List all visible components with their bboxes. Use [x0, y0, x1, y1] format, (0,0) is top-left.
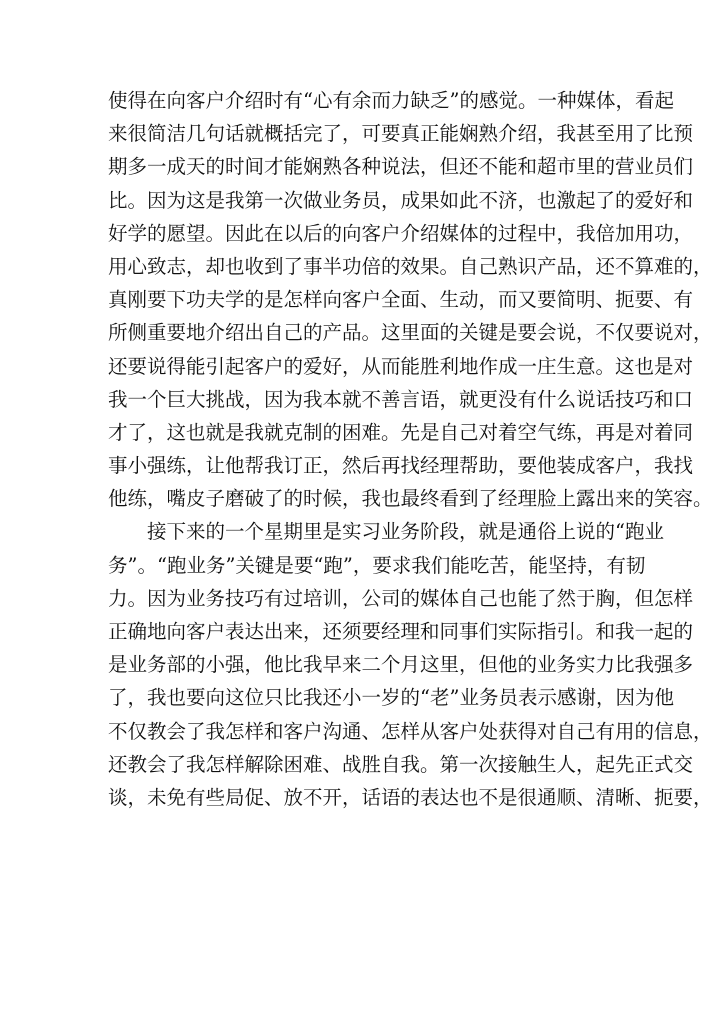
document-body — [108, 84, 713, 814]
text-line: 还教会了我怎样解除困难、战胜自我。第一次接触生人，起先正式交 — [108, 752, 694, 776]
text-line: 力。因为业务技巧有过培训，公司的媒体自己也能了然于胸，但怎样 — [108, 586, 694, 610]
text-line: 比。因为这是我第一次做业务员，成果如此不济，也激起了的爱好和 — [108, 188, 694, 212]
text-line: 谈，未免有些局促、放不开，话语的表达也不是很通顺、清晰、扼要， — [108, 785, 713, 809]
text-line: 不仅教会了我怎样和客户沟通、怎样从客户处获得对自己有用的信息， — [108, 719, 713, 743]
text-line: 他练，嘴皮子磨破了的时候，我也最终看到了经理脸上露出来的笑容。 — [108, 487, 713, 511]
text-line: 真刚要下功夫学的是怎样向客户全面、生动，而又要简明、扼要、有 — [108, 288, 694, 312]
text-line: 所侧重要地介绍出自己的产品。这里面的关键是要会说，不仅要说对， — [108, 321, 713, 345]
paragraph-start-line: 接下来的一个星期里是实习业务阶段，就是通俗上说的“跑业 — [147, 520, 664, 544]
text-line: 了，我也要向这位只比我还小一岁的“老”业务员表示感谢，因为他 — [108, 686, 674, 710]
text-line: 务”。“跑业务”关键是要“跑”，要求我们能吃苦，能坚持，有韧 — [108, 553, 646, 577]
text-line: 好学的愿望。因此在以后的向客户介绍媒体的过程中，我倍加用功， — [108, 221, 694, 245]
text-line: 事小强练，让他帮我订正，然后再找经理帮助，要他装成客户，我找 — [108, 454, 694, 478]
text-line: 用心致志，却也收到了事半功倍的效果。自己熟识产品，还不算难的， — [108, 254, 713, 278]
text-line: 正确地向客户表达出来，还须要经理和同事们实际指引。和我一起的 — [108, 620, 694, 643]
text-line: 我一个巨大挑战，因为我本就不善言语，就更没有什么说话技巧和口 — [108, 387, 694, 411]
text-line: 还要说得能引起客户的爱好，从而能胜利地作成一庄生意。这也是对 — [108, 354, 694, 378]
text-line: 才了，这也就是我就克制的困难。先是自己对着空气练，再是对着同 — [108, 420, 694, 444]
text-line: 期多一成天的时间才能娴熟各种说法，但还不能和超市里的营业员们 — [108, 155, 694, 179]
text-line: 是业务部的小强，他比我早来二个月这里，但他的业务实力比我强多 — [108, 653, 694, 677]
text-line: 来很简洁几句话就概括完了，可要真正能娴熟介绍，我甚至用了比预 — [108, 122, 694, 146]
text-line: 使得在向客户介绍时有“心有余而力缺乏”的感觉。一种媒体，看起 — [108, 89, 674, 112]
